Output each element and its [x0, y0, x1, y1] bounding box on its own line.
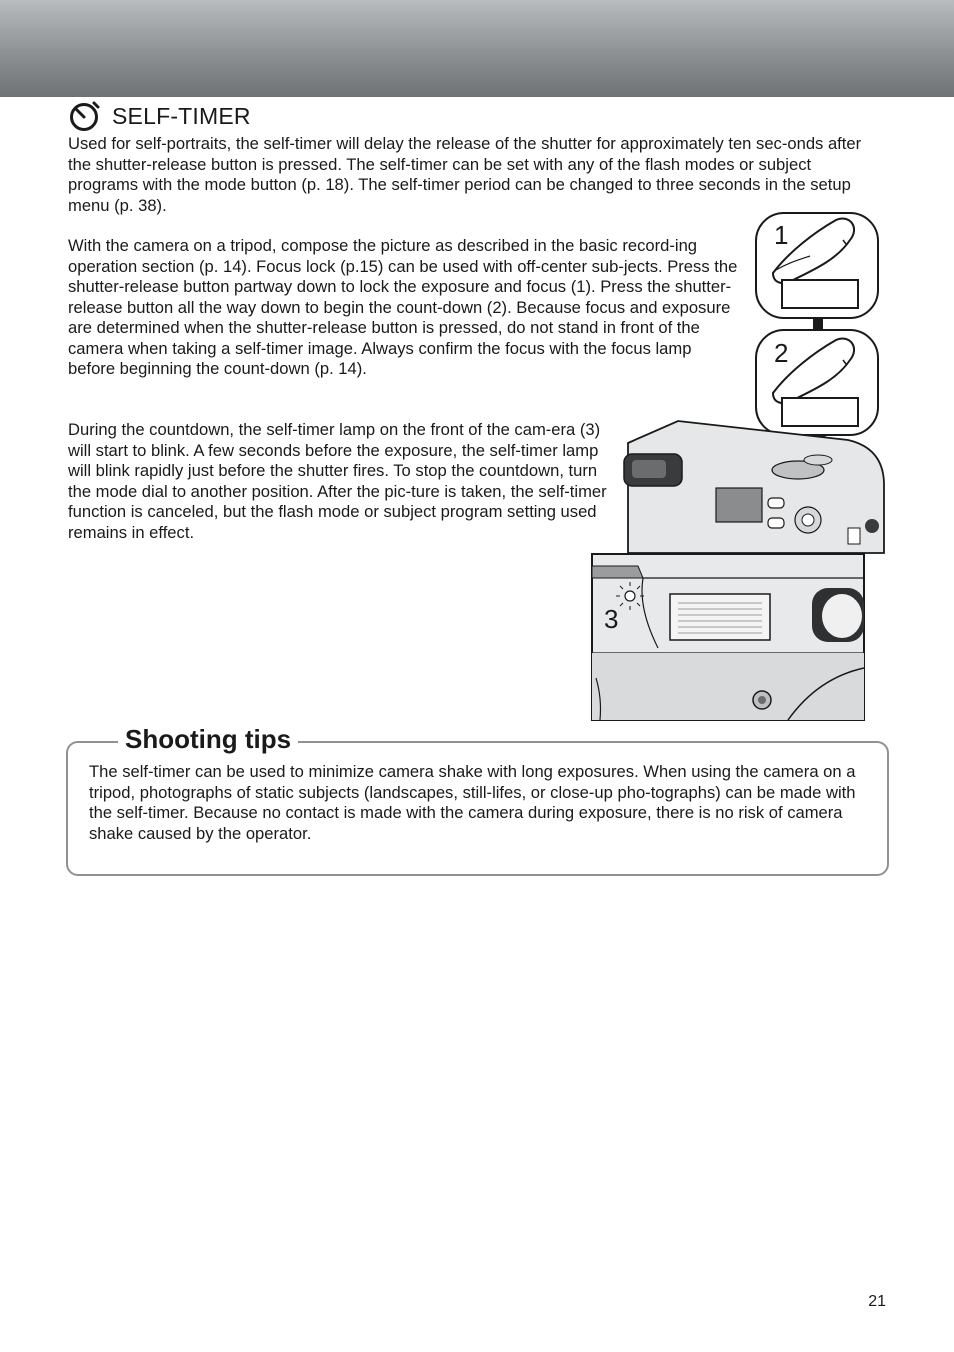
page-number: 21: [868, 1293, 886, 1310]
step-3-label: 3: [604, 604, 619, 634]
camera-body: [624, 421, 884, 553]
step-2-label: 2: [774, 338, 789, 368]
step-3-self-timer-lamp-detail: [592, 554, 864, 720]
step-1-finger-half-press: [756, 213, 878, 318]
shooting-tips-text: The self-timer can be used to minimize camera shake with long exposures. When using the camera on a tripod, photographs of static subjects (landscapes, still-lifes, or close-up pho-tographs) can be made with the self-timer. Because no contact is made with the camera during exposure, there is no risk of camera shake caused by the operator.: [89, 762, 856, 843]
step-2-finger-full-press: [756, 330, 878, 435]
header-band: [0, 0, 954, 97]
paragraph-countdown: During the countdown, the self-timer lamp on the front of the cam-era (3) will start to blink. A few seconds before the exposure, the self-timer lamp will blink rapidly just before the shutter fires. To stop the countdown, turn the mode dial to another position. After the pic-ture is taken, the self-timer function is canceled, but the flash mode or subject program setting used remains in effect.: [68, 420, 607, 542]
shooting-tips-title: Shooting tips: [118, 722, 298, 756]
self-timer-illustration: [588, 208, 888, 724]
paragraph-intro: Used for self-portraits, the self-timer will delay the release of the shutter for approximately ten sec-onds after the shutter-release button is pressed. The self-timer can be set with any of the flash modes or subject programs with the mode button (p. 18). The self-timer period can be changed to three seconds in the setup menu (p. 38).: [68, 134, 862, 215]
step-1-label: 1: [774, 220, 789, 250]
section-title: SELF-TIMER: [112, 102, 251, 129]
self-timer-icon: [68, 99, 102, 133]
section-heading: [68, 98, 251, 134]
paragraph-procedure: With the camera on a tripod, compose the picture as described in the basic record-ing operation section (p. 14). Focus lock (p.15) can be used with off-center sub-jects. Press the shutter-release button partway down to lock the exposure and focus (1). Press the shutter-release button all the way down to begin the count-down (2). Because focus and exposure are determined when the shutter-release button is pressed, do not stand in front of the camera when taking a self-timer image. Always confirm the focus with the focus lamp before beginning the count-down (p. 14).: [68, 236, 738, 378]
